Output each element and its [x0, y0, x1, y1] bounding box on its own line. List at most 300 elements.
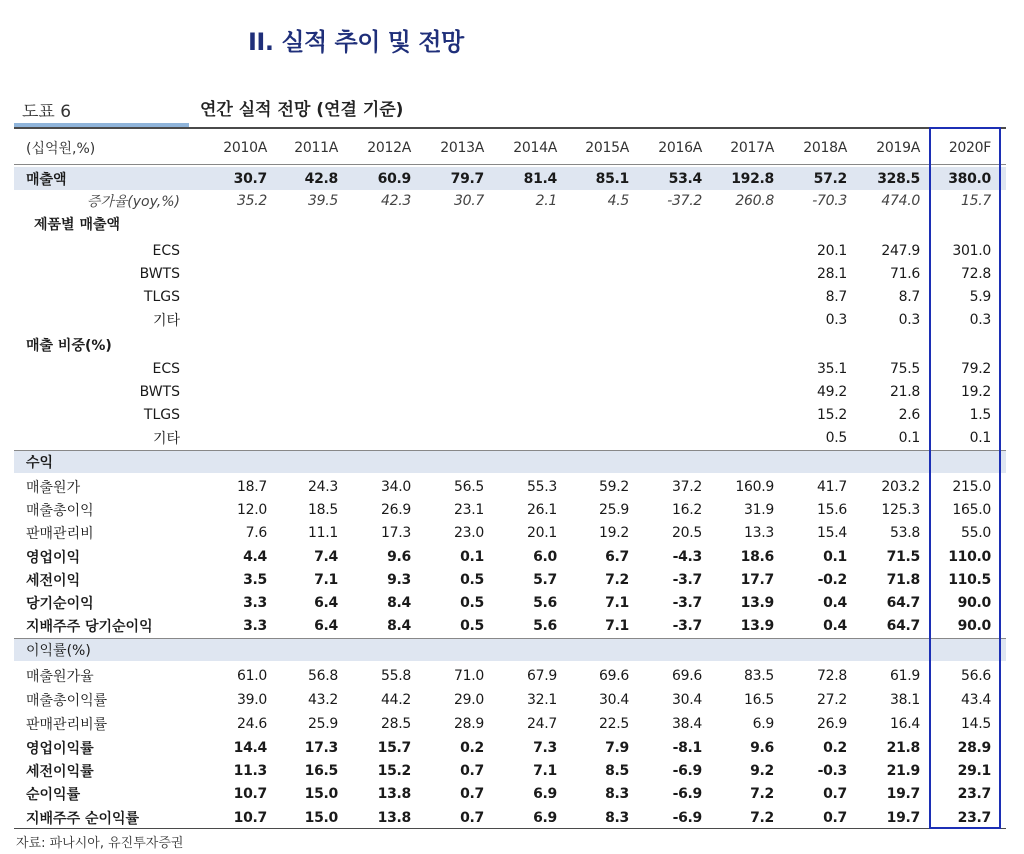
value-cell-2017A	[704, 450, 774, 473]
value-cell-2015A: 8.3	[605, 785, 629, 802]
table-row	[14, 308, 1006, 331]
value-cell-2011A	[268, 380, 338, 403]
value-cell-2015A: 7.2	[605, 571, 629, 588]
value-cell-2020F: 1.5	[969, 406, 991, 423]
table-row	[14, 498, 1006, 521]
value-cell-2015A	[559, 285, 629, 308]
value-cell-2018A: 28.1	[817, 265, 847, 282]
value-cell-2019A: 328.5	[877, 170, 920, 187]
table-row	[14, 475, 1006, 498]
value-cell-2016A: -3.7	[672, 617, 702, 634]
value-cell-2014A	[487, 380, 557, 403]
row-label: ECS	[152, 242, 180, 259]
value-cell-2014A	[487, 239, 557, 262]
value-cell-2018A: -0.2	[817, 571, 847, 588]
value-cell-2017A	[704, 333, 774, 356]
value-cell-2011A: 24.3	[308, 478, 338, 495]
value-cell-2017A	[704, 426, 774, 449]
value-cell-2018A: -0.3	[817, 762, 847, 779]
value-cell-2019A: 203.2	[881, 478, 920, 495]
value-cell-2020F: 15.7	[961, 192, 991, 209]
value-cell-2010A: 18.7	[237, 478, 267, 495]
value-cell-2019A: 8.7	[898, 288, 920, 305]
row-label: 이익률(%)	[26, 642, 91, 659]
value-cell-2020F: 29.1	[957, 762, 991, 779]
value-cell-2010A: 11.3	[233, 762, 267, 779]
value-cell-2013A: 28.9	[454, 715, 484, 732]
table-row	[14, 638, 1006, 661]
value-cell-2020F: 72.8	[961, 265, 991, 282]
year-header-2011A: 2011A	[294, 140, 338, 156]
value-cell-2016A: 20.5	[672, 524, 702, 541]
value-cell-2011A	[268, 239, 338, 262]
value-cell-2019A: 21.8	[886, 739, 920, 756]
row-label: 매출원가	[26, 479, 81, 496]
table-top-rule	[14, 127, 1006, 129]
value-cell-2016A	[632, 450, 702, 473]
value-cell-2019A: 53.8	[890, 524, 920, 541]
table-row	[14, 545, 1006, 568]
row-label: 순이익률	[26, 786, 81, 803]
value-cell-2016A: -6.9	[672, 785, 702, 802]
row-label: 당기순이익	[26, 595, 94, 612]
value-cell-2014A: 2.1	[535, 192, 557, 209]
value-cell-2015A	[559, 403, 629, 426]
value-cell-2015A: 19.2	[599, 524, 629, 541]
value-cell-2020F: 110.5	[948, 571, 991, 588]
value-cell-2018A: 0.3	[825, 311, 847, 328]
value-cell-2016A	[632, 285, 702, 308]
value-cell-2018A: 41.7	[817, 478, 847, 495]
value-cell-2013A: 0.2	[460, 739, 484, 756]
value-cell-2014A	[487, 212, 557, 235]
row-label: ECS	[152, 360, 180, 377]
value-cell-2012A	[341, 239, 411, 262]
value-cell-2013A	[414, 380, 484, 403]
value-cell-2015A: 59.2	[599, 478, 629, 495]
value-cell-2015A	[559, 380, 629, 403]
value-cell-2016A	[632, 239, 702, 262]
value-cell-2019A: 71.5	[886, 548, 920, 565]
value-cell-2014A: 6.9	[533, 809, 557, 826]
value-cell-2018A	[777, 450, 847, 473]
section-separator	[14, 638, 1006, 639]
value-cell-2015A: 8.3	[605, 809, 629, 826]
value-cell-2013A	[414, 450, 484, 473]
value-cell-2019A: 61.9	[890, 667, 920, 684]
value-cell-2014A: 81.4	[523, 170, 557, 187]
value-cell-2016A: 38.4	[672, 715, 702, 732]
value-cell-2010A: 61.0	[237, 667, 267, 684]
value-cell-2017A: 7.2	[750, 809, 774, 826]
value-cell-2012A: 34.0	[381, 478, 411, 495]
value-cell-2010A	[197, 212, 267, 235]
value-cell-2016A: -37.2	[667, 192, 702, 209]
value-cell-2010A: 10.7	[233, 809, 267, 826]
value-cell-2010A	[197, 333, 267, 356]
table-row	[14, 167, 1006, 190]
value-cell-2017A: 31.9	[744, 501, 774, 518]
value-cell-2013A	[414, 239, 484, 262]
value-cell-2020F: 110.0	[948, 548, 991, 565]
value-cell-2020F: 215.0	[952, 478, 991, 495]
year-header-2019A: 2019A	[876, 140, 920, 156]
value-cell-2012A	[341, 380, 411, 403]
value-cell-2012A: 15.2	[377, 762, 411, 779]
value-cell-2013A: 30.7	[454, 192, 484, 209]
value-cell-2016A	[632, 333, 702, 356]
value-cell-2010A	[197, 308, 267, 331]
value-cell-2014A: 20.1	[527, 524, 557, 541]
value-cell-2011A: 6.4	[314, 594, 338, 611]
value-cell-2018A: 0.4	[823, 594, 847, 611]
value-cell-2010A	[197, 426, 267, 449]
value-cell-2013A	[414, 262, 484, 285]
value-cell-2018A: 8.7	[825, 288, 847, 305]
row-label: BWTS	[139, 383, 180, 400]
value-cell-2010A	[197, 450, 267, 473]
table-row	[14, 759, 1006, 782]
value-cell-2019A: 125.3	[881, 501, 920, 518]
value-cell-2014A: 24.7	[527, 715, 557, 732]
value-cell-2020F: 165.0	[952, 501, 991, 518]
value-cell-2014A: 55.3	[527, 478, 557, 495]
value-cell-2014A: 5.6	[533, 594, 557, 611]
value-cell-2012A: 15.7	[377, 739, 411, 756]
forecast-highlight-box	[929, 127, 1001, 829]
value-cell-2012A: 8.4	[387, 594, 411, 611]
value-cell-2017A: 83.5	[744, 667, 774, 684]
value-cell-2018A	[777, 212, 847, 235]
value-cell-2011A: 18.5	[308, 501, 338, 518]
row-label: 판매관리비률	[26, 716, 108, 733]
value-cell-2013A: 0.5	[460, 617, 484, 634]
row-label: 판매관리비	[26, 525, 94, 542]
value-cell-2018A: 20.1	[817, 242, 847, 259]
row-label: 수익	[26, 454, 54, 471]
value-cell-2014A	[487, 285, 557, 308]
value-cell-2014A: 26.1	[527, 501, 557, 518]
value-cell-2015A	[559, 638, 629, 661]
value-cell-2011A	[268, 426, 338, 449]
value-cell-2011A: 56.8	[308, 667, 338, 684]
value-cell-2016A	[632, 380, 702, 403]
value-cell-2017A: 17.7	[740, 571, 774, 588]
value-cell-2013A	[414, 308, 484, 331]
value-cell-2019A: 71.6	[890, 265, 920, 282]
value-cell-2015A: 7.1	[605, 617, 629, 634]
value-cell-2020F: 0.1	[969, 429, 991, 446]
value-cell-2010A: 30.7	[233, 170, 267, 187]
value-cell-2011A	[268, 450, 338, 473]
value-cell-2012A: 55.8	[381, 667, 411, 684]
value-cell-2016A	[632, 262, 702, 285]
value-cell-2014A	[487, 357, 557, 380]
value-cell-2016A: -6.9	[672, 809, 702, 826]
value-cell-2012A: 26.9	[381, 501, 411, 518]
value-cell-2011A: 42.8	[304, 170, 338, 187]
value-cell-2011A: 39.5	[308, 192, 338, 209]
year-header-2014A: 2014A	[513, 140, 557, 156]
section-title: II. 실적 추이 및 전망	[248, 28, 464, 56]
year-header-2017A: 2017A	[730, 140, 774, 156]
value-cell-2014A: 6.0	[533, 548, 557, 565]
value-cell-2018A	[777, 638, 847, 661]
value-cell-2016A: 53.4	[668, 170, 702, 187]
value-cell-2012A: 13.8	[377, 809, 411, 826]
row-label: TLGS	[143, 288, 180, 305]
value-cell-2016A	[632, 426, 702, 449]
value-cell-2014A	[487, 403, 557, 426]
value-cell-2013A: 0.1	[460, 548, 484, 565]
value-cell-2017A: 13.9	[740, 617, 774, 634]
value-cell-2011A: 11.1	[308, 524, 338, 541]
value-cell-2012A	[341, 450, 411, 473]
value-cell-2014A	[487, 426, 557, 449]
value-cell-2010A: 24.6	[237, 715, 267, 732]
value-cell-2017A	[704, 380, 774, 403]
table-row	[14, 614, 1006, 637]
value-cell-2015A: 30.4	[599, 691, 629, 708]
value-cell-2011A	[268, 308, 338, 331]
value-cell-2016A: 30.4	[672, 691, 702, 708]
value-cell-2019A	[850, 212, 920, 235]
value-cell-2011A: 25.9	[308, 715, 338, 732]
value-cell-2014A: 67.9	[527, 667, 557, 684]
value-cell-2013A	[414, 212, 484, 235]
value-cell-2012A: 9.3	[387, 571, 411, 588]
year-header-2013A: 2013A	[440, 140, 484, 156]
table-row	[14, 736, 1006, 759]
value-cell-2014A: 7.1	[533, 762, 557, 779]
value-cell-2019A: 19.7	[886, 785, 920, 802]
value-cell-2012A: 44.2	[381, 691, 411, 708]
value-cell-2019A: 16.4	[890, 715, 920, 732]
value-cell-2016A: 16.2	[672, 501, 702, 518]
value-cell-2016A: -4.3	[672, 548, 702, 565]
row-label: 기타	[152, 312, 180, 329]
value-cell-2013A: 0.7	[460, 762, 484, 779]
value-cell-2010A	[197, 380, 267, 403]
value-cell-2016A	[632, 403, 702, 426]
value-cell-2010A	[197, 262, 267, 285]
value-cell-2010A	[197, 403, 267, 426]
value-cell-2013A	[414, 638, 484, 661]
table-row	[14, 426, 1006, 449]
value-cell-2013A	[414, 357, 484, 380]
table-row	[14, 262, 1006, 285]
value-cell-2012A: 42.3	[381, 192, 411, 209]
row-label: BWTS	[139, 265, 180, 282]
value-cell-2016A	[632, 638, 702, 661]
value-cell-2019A: 0.3	[898, 311, 920, 328]
value-cell-2018A: 49.2	[817, 383, 847, 400]
value-cell-2017A: 160.9	[735, 478, 774, 495]
value-cell-2012A: 13.8	[377, 785, 411, 802]
value-cell-2012A: 60.9	[377, 170, 411, 187]
source-note: 자료: 파나시아, 유진투자증권	[16, 836, 184, 851]
value-cell-2016A: -6.9	[672, 762, 702, 779]
value-cell-2012A	[341, 212, 411, 235]
value-cell-2020F: 19.2	[961, 383, 991, 400]
value-cell-2017A	[704, 403, 774, 426]
value-cell-2012A	[341, 308, 411, 331]
value-cell-2016A: -3.7	[672, 571, 702, 588]
value-cell-2019A: 38.1	[890, 691, 920, 708]
value-cell-2016A	[632, 212, 702, 235]
value-cell-2011A: 43.2	[308, 691, 338, 708]
value-cell-2017A: 13.9	[740, 594, 774, 611]
value-cell-2018A: 0.1	[823, 548, 847, 565]
value-cell-2011A	[268, 403, 338, 426]
table-row	[14, 380, 1006, 403]
value-cell-2013A	[414, 426, 484, 449]
value-cell-2019A: 64.7	[886, 594, 920, 611]
value-cell-2014A: 5.7	[533, 571, 557, 588]
table-row	[14, 782, 1006, 805]
table-row	[14, 212, 1006, 235]
value-cell-2019A: 21.8	[890, 383, 920, 400]
row-label: 영업이익	[26, 549, 81, 566]
value-cell-2020F: 5.9	[969, 288, 991, 305]
value-cell-2011A	[268, 285, 338, 308]
value-cell-2014A	[487, 450, 557, 473]
value-cell-2015A: 4.5	[607, 192, 629, 209]
value-cell-2011A: 16.5	[304, 762, 338, 779]
value-cell-2013A: 29.0	[454, 691, 484, 708]
value-cell-2013A: 79.7	[450, 170, 484, 187]
value-cell-2010A: 4.4	[243, 548, 267, 565]
value-cell-2020F: 14.5	[961, 715, 991, 732]
value-cell-2018A: 15.4	[817, 524, 847, 541]
value-cell-2013A	[414, 403, 484, 426]
value-cell-2011A	[268, 357, 338, 380]
value-cell-2014A: 6.9	[533, 785, 557, 802]
table-row	[14, 521, 1006, 544]
value-cell-2010A: 12.0	[237, 501, 267, 518]
value-cell-2020F: 23.7	[957, 785, 991, 802]
value-cell-2010A	[197, 239, 267, 262]
value-cell-2011A	[268, 212, 338, 235]
value-cell-2012A	[341, 403, 411, 426]
year-header-2018A: 2018A	[803, 140, 847, 156]
year-header-2020F: 2020F	[948, 140, 991, 156]
value-cell-2015A	[559, 239, 629, 262]
value-cell-2016A: -3.7	[672, 594, 702, 611]
value-cell-2017A: 18.6	[740, 548, 774, 565]
value-cell-2010A	[197, 357, 267, 380]
value-cell-2017A: 260.8	[735, 192, 774, 209]
value-cell-2015A: 69.6	[599, 667, 629, 684]
value-cell-2018A	[777, 333, 847, 356]
value-cell-2015A	[559, 212, 629, 235]
table-row	[14, 239, 1006, 262]
value-cell-2019A	[850, 333, 920, 356]
value-cell-2014A	[487, 333, 557, 356]
value-cell-2012A: 17.3	[381, 524, 411, 541]
value-cell-2010A: 3.5	[243, 571, 267, 588]
value-cell-2020F: 79.2	[961, 360, 991, 377]
value-cell-2020F: 23.7	[957, 809, 991, 826]
value-cell-2017A	[704, 357, 774, 380]
value-cell-2019A	[850, 638, 920, 661]
value-cell-2016A	[632, 308, 702, 331]
value-cell-2011A	[268, 638, 338, 661]
row-label: 지배주주 당기순이익	[26, 618, 153, 635]
value-cell-2018A: 0.7	[823, 809, 847, 826]
row-label: 기타	[152, 430, 180, 447]
value-cell-2013A: 0.5	[460, 594, 484, 611]
value-cell-2017A: 13.3	[744, 524, 774, 541]
row-label: 매출총이익률	[26, 692, 108, 709]
value-cell-2013A: 0.7	[460, 785, 484, 802]
value-cell-2011A: 7.1	[314, 571, 338, 588]
value-cell-2013A: 56.5	[454, 478, 484, 495]
value-cell-2018A: 15.2	[817, 406, 847, 423]
value-cell-2019A: 21.9	[886, 762, 920, 779]
value-cell-2010A: 3.3	[243, 594, 267, 611]
table-row	[14, 568, 1006, 591]
table-row	[14, 357, 1006, 380]
value-cell-2019A: 64.7	[886, 617, 920, 634]
value-cell-2019A: 2.6	[898, 406, 920, 423]
table-header	[14, 132, 1006, 165]
value-cell-2015A	[559, 262, 629, 285]
row-label: 매출 비중(%)	[26, 337, 112, 354]
value-cell-2015A: 8.5	[605, 762, 629, 779]
value-cell-2011A	[268, 333, 338, 356]
value-cell-2012A: 8.4	[387, 617, 411, 634]
value-cell-2017A: 6.9	[752, 715, 774, 732]
value-cell-2013A: 0.7	[460, 809, 484, 826]
value-cell-2018A: 0.5	[825, 429, 847, 446]
value-cell-2017A: 9.6	[750, 739, 774, 756]
table-row	[14, 189, 1006, 212]
row-label: 세전이익률	[26, 763, 94, 780]
value-cell-2020F: 43.4	[961, 691, 991, 708]
value-cell-2012A: 28.5	[381, 715, 411, 732]
value-cell-2015A	[559, 426, 629, 449]
value-cell-2013A: 23.1	[454, 501, 484, 518]
table-row	[14, 450, 1006, 473]
table-row	[14, 591, 1006, 614]
value-cell-2017A	[704, 308, 774, 331]
value-cell-2018A: -70.3	[812, 192, 847, 209]
row-label: 제품별 매출액	[34, 216, 121, 233]
value-cell-2017A: 192.8	[731, 170, 774, 187]
value-cell-2012A	[341, 333, 411, 356]
value-cell-2012A	[341, 426, 411, 449]
table-row	[14, 403, 1006, 426]
value-cell-2020F: 56.6	[961, 667, 991, 684]
value-cell-2010A	[197, 285, 267, 308]
table-row	[14, 333, 1006, 356]
value-cell-2014A: 5.6	[533, 617, 557, 634]
row-label: 지배주주 순이익률	[26, 810, 140, 827]
figure-title: 연간 실적 전망 (연결 기준)	[200, 100, 404, 120]
value-cell-2013A: 23.0	[454, 524, 484, 541]
value-cell-2020F: 28.9	[957, 739, 991, 756]
row-label: TLGS	[143, 406, 180, 423]
value-cell-2016A: 69.6	[672, 667, 702, 684]
value-cell-2018A: 72.8	[817, 667, 847, 684]
value-cell-2014A: 32.1	[527, 691, 557, 708]
value-cell-2019A: 75.5	[890, 360, 920, 377]
value-cell-2018A: 0.2	[823, 739, 847, 756]
value-cell-2020F: 90.0	[957, 594, 991, 611]
value-cell-2010A: 3.3	[243, 617, 267, 634]
value-cell-2020F: 301.0	[952, 242, 991, 259]
